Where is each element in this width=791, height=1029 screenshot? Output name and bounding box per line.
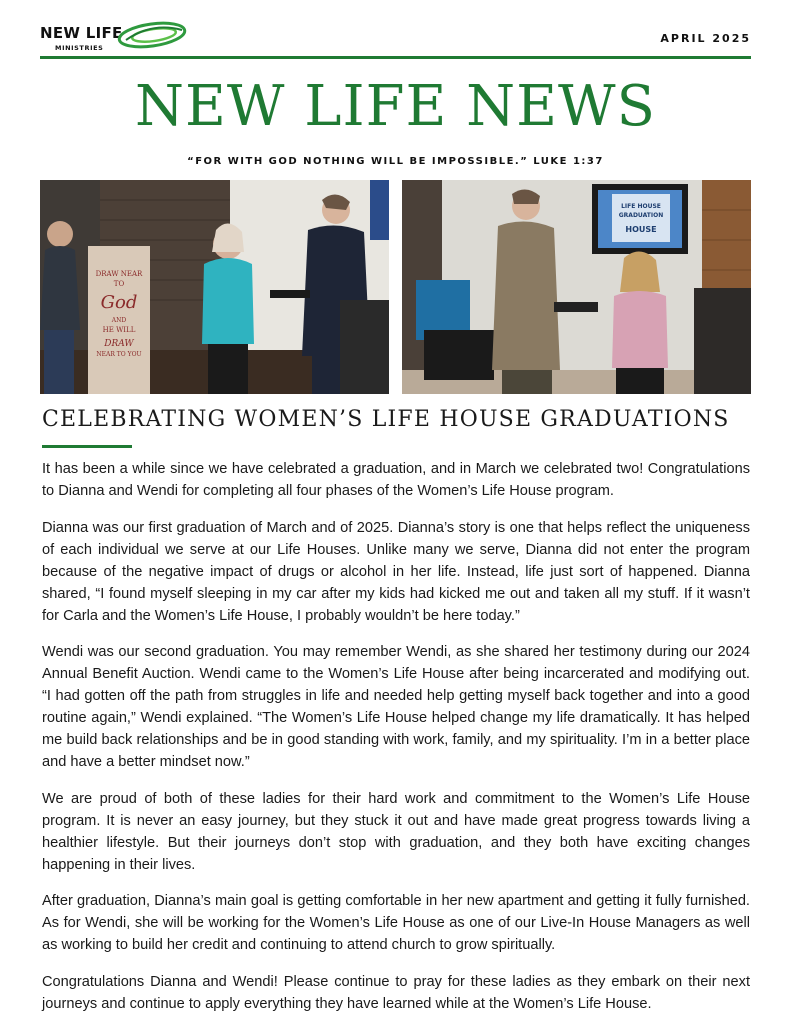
banner-text-1: DRAW NEAR (95, 270, 143, 278)
swoosh-icon (116, 20, 188, 50)
newsletter-title: NEW LIFE NEWS (135, 74, 656, 139)
article-paragraph: We are proud of both of these ladies for their hard work and commitment to the Women’s Life House program. It is never an easy journey, but they stuck it out and have made great progress towards living a healthier lifestyle. But their journeys don’t stop with graduation, and they both have exciting changes happening in their lives. (42, 790, 750, 873)
screen-text-1: LIFE HOUSE (621, 203, 661, 210)
screen-text-2: GRADUATION (618, 212, 664, 219)
article-body (42, 458, 750, 1029)
photo-illustration (402, 180, 751, 394)
logo-subtitle: MINISTRIES (55, 44, 104, 52)
scripture-verse: “FOR WITH GOD NOTHING WILL BE IMPOSSIBLE.” LUKE 1:37 (187, 156, 604, 167)
banner-text-2: TO (113, 280, 125, 288)
article-paragraph: After graduation, Dianna’s main goal is getting comfortable in her new apartment and getting it fully furnished. As for Wendi, she will be working for the Women’s Life House as one of our Live-In House Managers as well as working to build her credit and continuing to attend church to grow spiritually. (42, 893, 750, 953)
title-underline (42, 445, 132, 448)
header-divider (40, 56, 751, 59)
banner-text-5: HE WILL (102, 326, 136, 334)
header (40, 18, 751, 60)
logo-name: NEW LIFE (40, 24, 123, 42)
graduation-photo-wendi (402, 180, 751, 394)
article-title: CELEBRATING WOMEN’S LIFE HOUSE GRADUATIONS (42, 407, 730, 432)
banner-text-7: NEAR TO YOU (96, 351, 142, 358)
ministry-logo (40, 24, 200, 58)
banner-text-4: AND (111, 317, 127, 324)
photo-illustration (40, 180, 389, 394)
article-paragraph: Dianna was our first graduation of March and of 2025. Dianna’s story is one that helps reflect the uniqueness of each individual we serve at our Life Houses. Unlike many we serve, Dianna did not enter the program because of the negative impact of drugs or alcohol in her life. Instead, life just sort of happened. Dianna shared, “I found myself sleeping in my car after my kids had kicked me out and taken all my stuff. If it wasn’t for Carla and the Women’s Life House, I probably wouldn’t be here today.” (42, 519, 750, 624)
issue-date: APRIL 2025 (660, 32, 751, 45)
screen-text-3: HOUSE (625, 225, 657, 234)
banner-text-3: God (100, 292, 138, 313)
banner-text-6: DRAW (104, 339, 134, 349)
article-paragraph: Congratulations Dianna and Wendi! Please continue to pray for these ladies as they embark on their next journeys and continue to apply everything they have learned while at the Women’s Life House. (42, 973, 750, 1012)
article-paragraph: Wendi was our second graduation. You may remember Wendi, as she shared her testimony during our 2024 Annual Benefit Auction. Wendi came to the Women’s Life House after being incarcerated and modifying out. “I had gotten off the path from struggles in life and needed help getting myself back together and into a good routine again,” Wendi explained. “The Women’s Life House helped change my life dramatically. It has helped me build back relationships and be in good standing with work, family, and my spirituality. I’m in a better place and have a better mindset now.” (42, 644, 750, 770)
article-paragraph: It has been a while since we have celebrated a graduation, and in March we celebrated two! Congratulations to Dianna and Wendi for completing all four phases of the Women’s Life House program. (42, 461, 750, 499)
graduation-photo-dianna (40, 180, 389, 394)
